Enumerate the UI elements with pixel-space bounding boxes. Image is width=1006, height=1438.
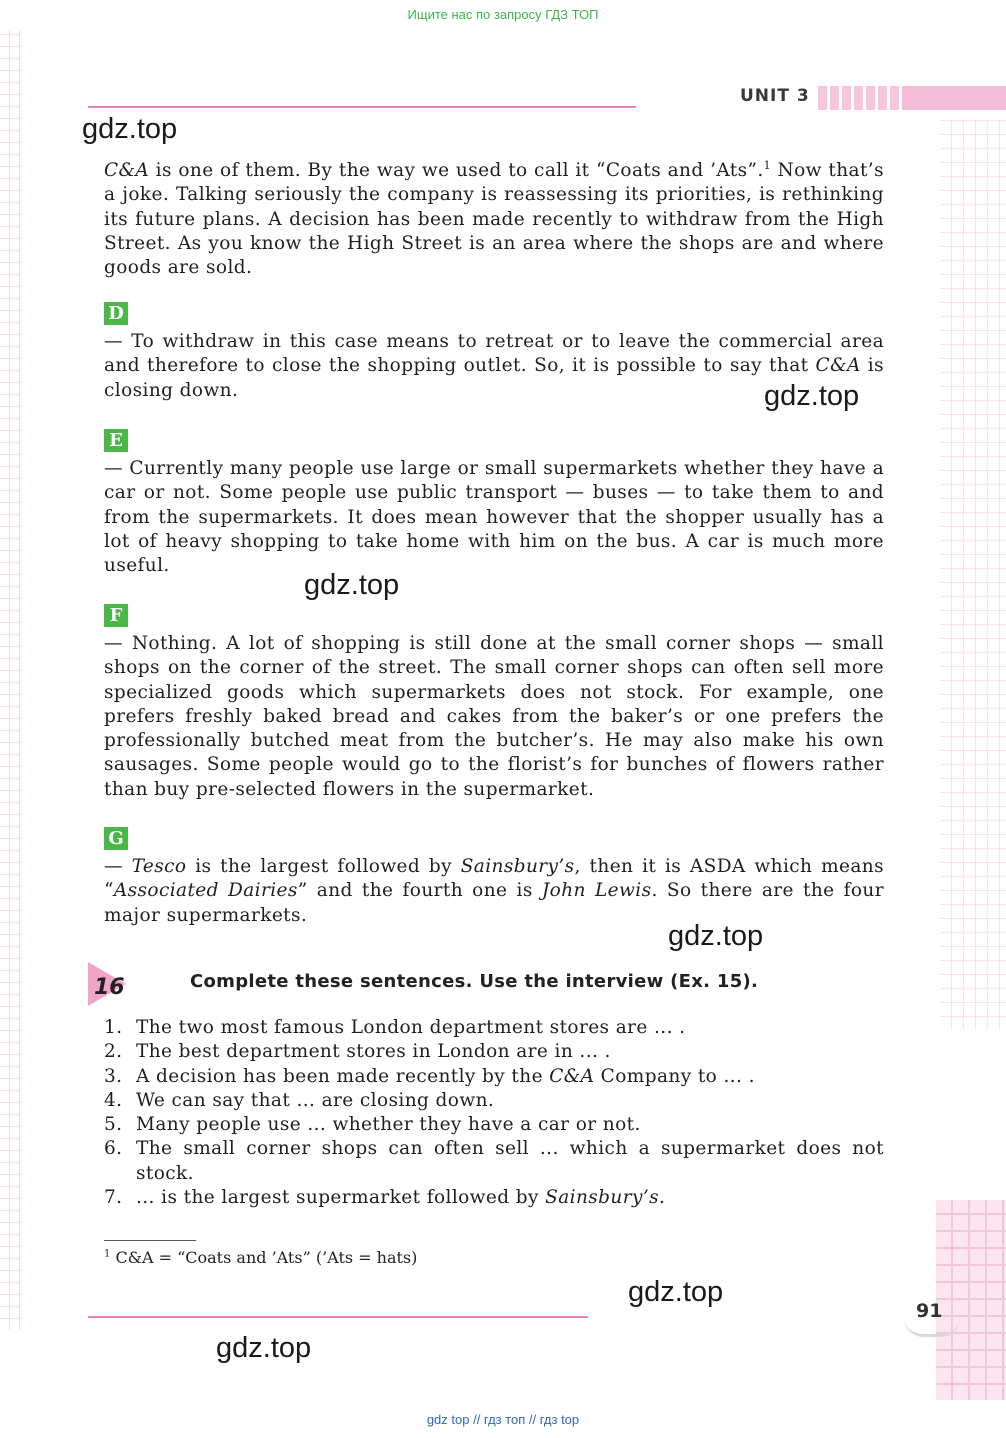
brand-tesco: Tesco	[131, 856, 187, 877]
footer-rule	[88, 1316, 588, 1318]
exercise-instruction: Complete these sentences. Use the interview (Ex. 15).	[190, 971, 759, 992]
list-item: 3. A decision has been made recently by the C&A Company to ... .	[104, 1065, 755, 1087]
list-item: 6. The small corner shops can often sell ... which a supermarket does not stock.	[104, 1138, 884, 1184]
paragraph-g: — Tesco is the largest followed by Sainsbury’s, then it is ASDA which means “Associated Dairies” and the fourth one is John Lewis. So there are the four major supermarkets.	[104, 856, 885, 926]
brand-sainsburys: Sainsbury’s	[460, 856, 575, 877]
left-decorative-pattern	[0, 30, 22, 1330]
footnote: $^1$ C&A = “Coats and ’Ats” (’Ats = hats)	[104, 1248, 418, 1267]
list-item: 4. We can say that ... are closing down.	[104, 1089, 495, 1111]
brand-sainsburys: Sainsbury’s	[545, 1187, 660, 1209]
watermark: gdz.top	[764, 380, 860, 412]
section-badge-d: D	[104, 302, 128, 325]
watermark: gdz.top	[82, 113, 178, 145]
exercise-sentence-list	[104, 1016, 884, 1210]
unit-number: 3	[796, 86, 810, 106]
unit-text: UNIT	[740, 86, 790, 106]
paragraph-e: — Currently many people use large or small supermarkets whether they have a car or not. Some people use public transport — buses — to take them to and from the supermarkets. It does mean however that the shopper usually has a lot of heavy shopping to take home with him on the bus. A car is much more useful.	[104, 458, 884, 577]
footnote-marker: 1	[104, 1248, 111, 1260]
list-item: 2. The best department stores in London are in ... .	[104, 1041, 611, 1063]
brand-ca: C&A	[815, 355, 861, 377]
brand-john-lewis: John Lewis	[541, 880, 652, 902]
brand-ca: C&A	[549, 1065, 595, 1087]
paragraph-c: C&A is one of them. By the way we used to call it “Coats and ’Ats”.$^1$ Now that’s a joke. Talking seriously the company is reassessing its priorities, is rethinking its future plans. A decision has been made recently to withdraw from the High Street. As you know the High Street is an area where the shops are and where goods are sold.	[104, 159, 884, 279]
paragraph-f: — Nothing. A lot of shopping is still done at the small corner shops — small shops on the corner of the street. The small corner shops can often sell more specialized goods which supermarkets does not stock. For example, one prefers freshly baked bread and cakes from the baker’s or one prefers the professionally butched meat from the butcher’s. He may also make his own sausages. Some people would go to the florist’s for bunches of flowers rather than buy pre-selected flowers in the supermarket.	[104, 633, 884, 800]
paragraph-d: — To withdraw in this case means to retreat or to leave the commercial area and therefore to close the shopping outlet. So, it is possible to say that C&A is closing down.	[104, 331, 884, 401]
watermark: gdz.top	[668, 920, 764, 952]
section-badge-f: F	[104, 604, 128, 627]
watermark: gdz.top	[628, 1276, 724, 1308]
watermark: gdz.top	[216, 1332, 312, 1364]
corner-grid-decoration	[936, 1200, 1006, 1400]
header-rule	[88, 106, 636, 108]
section-badge-e: E	[104, 429, 128, 452]
list-item: 5. Many people use ... whether they have a car or not.	[104, 1114, 641, 1136]
section-badge-g: G	[104, 827, 128, 850]
page-number: 91	[916, 1300, 943, 1322]
unit-header-bar-solid	[902, 86, 1006, 110]
brand-ca: C&A	[104, 160, 150, 182]
watermark: gdz.top	[304, 569, 400, 601]
exercise-number: 16	[94, 975, 125, 1000]
list-item: 7. ... is the largest supermarket followed by Sainsbury’s.	[104, 1187, 666, 1209]
top-banner[interactable]: Ищите нас по запросу ГДЗ ТОП	[407, 7, 599, 22]
right-decorative-pattern	[940, 120, 1006, 1030]
footnote-rule	[104, 1240, 196, 1241]
bottom-banner[interactable]: gdz top // гдз топ // гдз top	[426, 1412, 580, 1427]
brand-associated-dairies: Associated Dairies	[113, 880, 298, 902]
unit-label	[740, 86, 810, 106]
list-item: 1. The two most famous London department stores are ... .	[104, 1017, 686, 1038]
footnote-ref: 1	[763, 159, 772, 172]
